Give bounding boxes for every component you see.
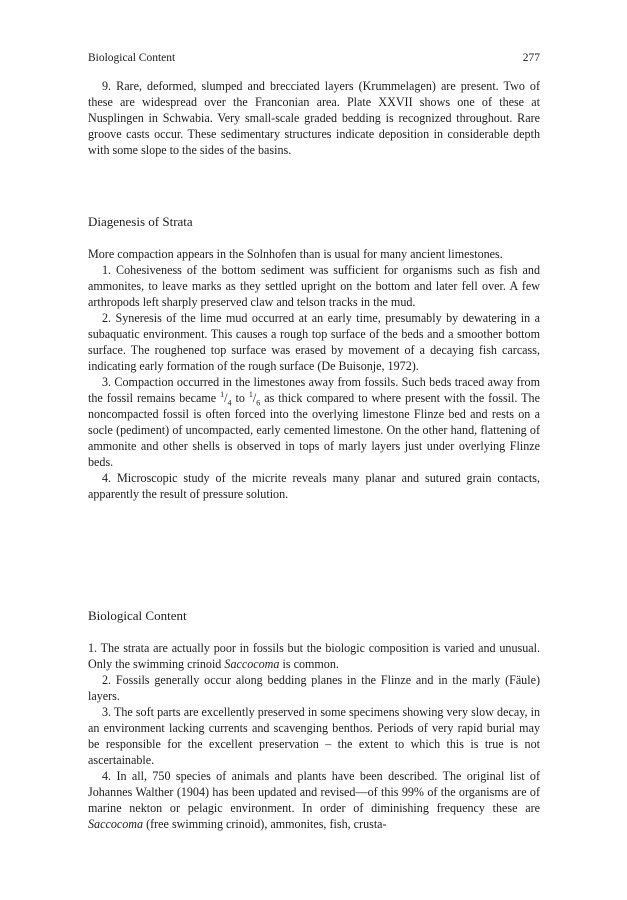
bio-p4-text-a: 4. In all, 750 species of animals and plants have been described. The original list of Johannes Walther (1904) has been updated and revised—of this 99% of the organisms are of marine nekton or pelagic environment. In order of diminishing frequency these are <box>88 769 540 815</box>
diagenesis-paragraph-4: 4. Microscopic study of the micrite reveals many planar and sutured grain contacts, apparently the result of pressure solution. <box>88 471 540 501</box>
section-top <box>88 78 540 158</box>
fraction-1-denominator: 4 <box>227 398 232 408</box>
paragraph-9: 9. Rare, deformed, slumped and brecciated layers (Krummelagen) are present. Two of these are widespread over the Franconian area. Plate XXVII shows one of these at Nusplingen in Schwabia. Very small-scale graded bedding is recognized throughout. Rare groove casts occur. These sedimentary structures indicate deposition in considerable depth with some slope to the sides of the basins. <box>88 79 540 157</box>
p3-text-b: as thick compared to where present with the fossil. The noncompacted fossil is often forced into the overlying limestone Flinze bed and rests on a socle (pediment) of uncompacted, early cemented limestone. On the other hand, flattening of ammonite and other shells is observed in tops of marly layers just under overlying Flinze beds. <box>88 391 540 469</box>
bio-p1-genus: Saccocoma <box>224 657 280 671</box>
fraction-2-denominator: 6 <box>256 398 261 408</box>
biological-heading: Biological Content <box>88 608 187 623</box>
biological-paragraph-2: 2. Fossils generally occur along bedding planes in the Flinze and in the marly (Fäule) layers. <box>88 673 540 703</box>
diagenesis-section <box>88 246 540 502</box>
p3-text-a: 3. Compaction occurred in the limestones away from fossils. Such beds traced away from the fossil remains became <box>88 375 540 405</box>
fraction-1-numerator: 1 <box>220 389 225 399</box>
running-header <box>88 52 540 68</box>
diagenesis-heading: Diagenesis of Strata <box>88 214 193 229</box>
diagenesis-paragraph-1: 1. Cohesiveness of the bottom sediment was sufficient for organisms such as fish and ammonites, to leave marks as they settled upright on the bottom and later fell over. A few arthropods left sharply preserved claw and telson tracks in the mud. <box>88 263 540 309</box>
diagenesis-paragraph-2: 2. Syneresis of the lime mud occurred at an early time, presumably by dewatering in a subaquatic environment. This causes a rough top surface of the beds and a smoother bottom surface. The roughened top surface was erased by movement of a decaying fish carcass, indicating early formation of the rough surface (De Buisonje, 1972). <box>88 311 540 373</box>
running-title: Biological Content <box>88 52 176 64</box>
diagenesis-paragraph-3: 3. Compaction occurred in the limestones away from fossils. Such beds traced away from the fossil remains became $^1/_4$ to $^1/_6$ as thick compared to where present with the fossil. The noncompacted fossil is often forced into the overlying limestone Flinze bed and rests on a socle (pediment) of uncompacted, early cemented limestone. On the other hand, flattening of ammonite and other shells is observed in tops of marly layers just under overlying Flinze beds. <box>88 375 540 469</box>
bio-p4-genus: Saccocoma <box>88 817 144 831</box>
fraction-2-numerator: 1 <box>248 389 253 399</box>
page-number: 277 <box>522 52 540 64</box>
biological-paragraph-1 <box>88 640 540 672</box>
biological-paragraph-3: 3. The soft parts are excellently preserved in some specimens showing very slow decay, in an environment lacking currents and scavenging benthos. Periods of very rapid burial may be responsible for the excellent preservation – the extent to which this is true is not ascertainable. <box>88 705 540 767</box>
bio-p4-text-b: (free swimming crinoid), ammonites, fish, crusta- <box>143 817 387 831</box>
diagenesis-intro: More compaction appears in the Solnhofen than is usual for many ancient limestones. <box>88 247 503 261</box>
p3-text-to: to <box>231 391 249 405</box>
biological-section <box>88 640 540 832</box>
bio-p1-text-a: 1. The strata are actually poor in fossils but the biologic composition is varied and unusual. Only the swimming crinoid <box>88 641 540 671</box>
biological-paragraph-4 <box>88 768 540 832</box>
bio-p1-text-b: is common. <box>279 657 339 671</box>
